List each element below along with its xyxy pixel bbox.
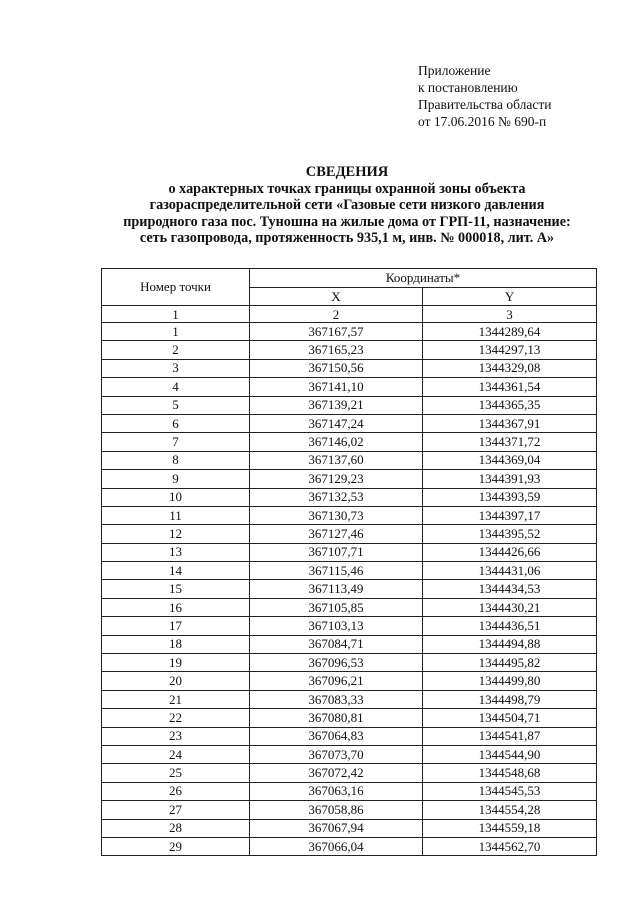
appendix-line: Правительства области <box>418 97 552 112</box>
header-coordinates: Координаты* <box>250 269 597 288</box>
x-coordinate-cell: 367064,83 <box>250 727 423 745</box>
document-heading <box>100 164 594 247</box>
y-coordinate-cell: 1344329,08 <box>423 359 597 377</box>
x-coordinate-cell: 367146,02 <box>250 433 423 451</box>
point-number-cell: 16 <box>102 598 250 616</box>
table-row <box>102 598 597 616</box>
y-coordinate-cell: 1344393,59 <box>423 488 597 506</box>
x-coordinate-cell: 367107,71 <box>250 543 423 561</box>
x-coordinate-cell: 367105,85 <box>250 598 423 616</box>
table-row <box>102 341 597 359</box>
x-coordinate-cell: 367139,21 <box>250 396 423 414</box>
table-row <box>102 654 597 672</box>
point-number-cell: 4 <box>102 378 250 396</box>
point-number-cell: 23 <box>102 727 250 745</box>
point-number-cell: 10 <box>102 488 250 506</box>
table-row <box>102 378 597 396</box>
column-number: 2 <box>250 306 423 323</box>
x-coordinate-cell: 367096,21 <box>250 672 423 690</box>
x-coordinate-cell: 367165,23 <box>250 341 423 359</box>
point-number-cell: 24 <box>102 745 250 763</box>
point-number-cell: 9 <box>102 470 250 488</box>
column-number: 3 <box>423 306 597 323</box>
y-coordinate-cell: 1344289,64 <box>423 323 597 341</box>
y-coordinate-cell: 1344297,13 <box>423 341 597 359</box>
appendix-line: Приложение <box>418 63 491 78</box>
point-number-cell: 12 <box>102 525 250 543</box>
coordinates-table <box>101 268 597 856</box>
point-number-cell: 2 <box>102 341 250 359</box>
heading-line: природного газа пос. Туношна на жилые дома от ГРП-11, назначение: <box>123 213 571 230</box>
y-coordinate-cell: 1344426,66 <box>423 543 597 561</box>
table-row <box>102 525 597 543</box>
table-row <box>102 690 597 708</box>
y-coordinate-cell: 1344562,70 <box>423 837 597 855</box>
point-number-cell: 6 <box>102 414 250 432</box>
x-coordinate-cell: 367072,42 <box>250 764 423 782</box>
point-number-cell: 13 <box>102 543 250 561</box>
appendix-line: от 17.06.2016 № 690-п <box>418 114 547 129</box>
x-coordinate-cell: 367084,71 <box>250 635 423 653</box>
y-coordinate-cell: 1344391,93 <box>423 470 597 488</box>
table-row <box>102 764 597 782</box>
table-row <box>102 672 597 690</box>
point-number-cell: 14 <box>102 562 250 580</box>
y-coordinate-cell: 1344367,91 <box>423 414 597 432</box>
x-coordinate-cell: 367063,16 <box>250 782 423 800</box>
table-row <box>102 635 597 653</box>
point-number-cell: 19 <box>102 654 250 672</box>
x-coordinate-cell: 367130,73 <box>250 506 423 524</box>
x-coordinate-cell: 367115,46 <box>250 562 423 580</box>
y-coordinate-cell: 1344369,04 <box>423 451 597 469</box>
x-coordinate-cell: 367067,94 <box>250 819 423 837</box>
x-coordinate-cell: 367066,04 <box>250 837 423 855</box>
y-coordinate-cell: 1344430,21 <box>423 598 597 616</box>
x-coordinate-cell: 367073,70 <box>250 745 423 763</box>
y-coordinate-cell: 1344499,80 <box>423 672 597 690</box>
header-point-number: Номер точки <box>102 269 250 306</box>
x-coordinate-cell: 367147,24 <box>250 414 423 432</box>
point-number-cell: 28 <box>102 819 250 837</box>
point-number-cell: 7 <box>102 433 250 451</box>
table-row <box>102 562 597 580</box>
y-coordinate-cell: 1344431,06 <box>423 562 597 580</box>
y-coordinate-cell: 1344397,17 <box>423 506 597 524</box>
x-coordinate-cell: 367167,57 <box>250 323 423 341</box>
table-row <box>102 414 597 432</box>
x-coordinate-cell: 367132,53 <box>250 488 423 506</box>
y-coordinate-cell: 1344545,53 <box>423 782 597 800</box>
column-number: 1 <box>102 306 250 323</box>
table-row <box>102 433 597 451</box>
point-number-cell: 22 <box>102 709 250 727</box>
table-row <box>102 837 597 855</box>
table-row <box>102 782 597 800</box>
point-number-cell: 11 <box>102 506 250 524</box>
y-coordinate-cell: 1344495,82 <box>423 654 597 672</box>
table-header-row <box>102 269 597 288</box>
heading-line: газораспределительной сети «Газовые сети низкого давления <box>149 197 545 214</box>
point-number-cell: 1 <box>102 323 250 341</box>
table-row <box>102 727 597 745</box>
table-row <box>102 359 597 377</box>
table-row <box>102 819 597 837</box>
table-row <box>102 709 597 727</box>
heading-line: сеть газопровода, протяженность 935,1 м, инв. № 000018, лит. А» <box>139 230 555 247</box>
y-coordinate-cell: 1344395,52 <box>423 525 597 543</box>
y-coordinate-cell: 1344434,53 <box>423 580 597 598</box>
x-coordinate-cell: 367080,81 <box>250 709 423 727</box>
y-coordinate-cell: 1344544,90 <box>423 745 597 763</box>
y-coordinate-cell: 1344541,87 <box>423 727 597 745</box>
table-row <box>102 745 597 763</box>
y-coordinate-cell: 1344371,72 <box>423 433 597 451</box>
y-coordinate-cell: 1344548,68 <box>423 764 597 782</box>
header-y: Y <box>423 288 597 306</box>
table-row <box>102 580 597 598</box>
y-coordinate-cell: 1344554,28 <box>423 801 597 819</box>
heading-line: о характерных точках границы охранной зоны объекта <box>168 180 526 197</box>
x-coordinate-cell: 367127,46 <box>250 525 423 543</box>
x-coordinate-cell: 367150,56 <box>250 359 423 377</box>
point-number-cell: 15 <box>102 580 250 598</box>
table-body <box>102 306 597 856</box>
point-number-cell: 20 <box>102 672 250 690</box>
table-row <box>102 617 597 635</box>
y-coordinate-cell: 1344559,18 <box>423 819 597 837</box>
y-coordinate-cell: 1344504,71 <box>423 709 597 727</box>
point-number-cell: 5 <box>102 396 250 414</box>
x-coordinate-cell: 367129,23 <box>250 470 423 488</box>
table-row <box>102 323 597 341</box>
table-row <box>102 488 597 506</box>
y-coordinate-cell: 1344436,51 <box>423 617 597 635</box>
x-coordinate-cell: 367141,10 <box>250 378 423 396</box>
x-coordinate-cell: 367113,49 <box>250 580 423 598</box>
y-coordinate-cell: 1344498,79 <box>423 690 597 708</box>
point-number-cell: 17 <box>102 617 250 635</box>
appendix-note <box>418 62 551 130</box>
point-number-cell: 18 <box>102 635 250 653</box>
column-number-row <box>102 306 597 323</box>
point-number-cell: 26 <box>102 782 250 800</box>
x-coordinate-cell: 367096,53 <box>250 654 423 672</box>
x-coordinate-cell: 367058,86 <box>250 801 423 819</box>
y-coordinate-cell: 1344494,88 <box>423 635 597 653</box>
y-coordinate-cell: 1344365,35 <box>423 396 597 414</box>
point-number-cell: 29 <box>102 837 250 855</box>
point-number-cell: 27 <box>102 801 250 819</box>
appendix-line: к постановлению <box>418 80 518 95</box>
table-row <box>102 543 597 561</box>
table-row <box>102 470 597 488</box>
point-number-cell: 21 <box>102 690 250 708</box>
point-number-cell: 25 <box>102 764 250 782</box>
table-row <box>102 506 597 524</box>
point-number-cell: 8 <box>102 451 250 469</box>
x-coordinate-cell: 367083,33 <box>250 690 423 708</box>
table-row <box>102 801 597 819</box>
x-coordinate-cell: 367103,13 <box>250 617 423 635</box>
table-row <box>102 396 597 414</box>
x-coordinate-cell: 367137,60 <box>250 451 423 469</box>
y-coordinate-cell: 1344361,54 <box>423 378 597 396</box>
point-number-cell: 3 <box>102 359 250 377</box>
page-title: СВЕДЕНИЯ <box>305 164 389 180</box>
header-x: X <box>250 288 423 306</box>
table-row <box>102 451 597 469</box>
